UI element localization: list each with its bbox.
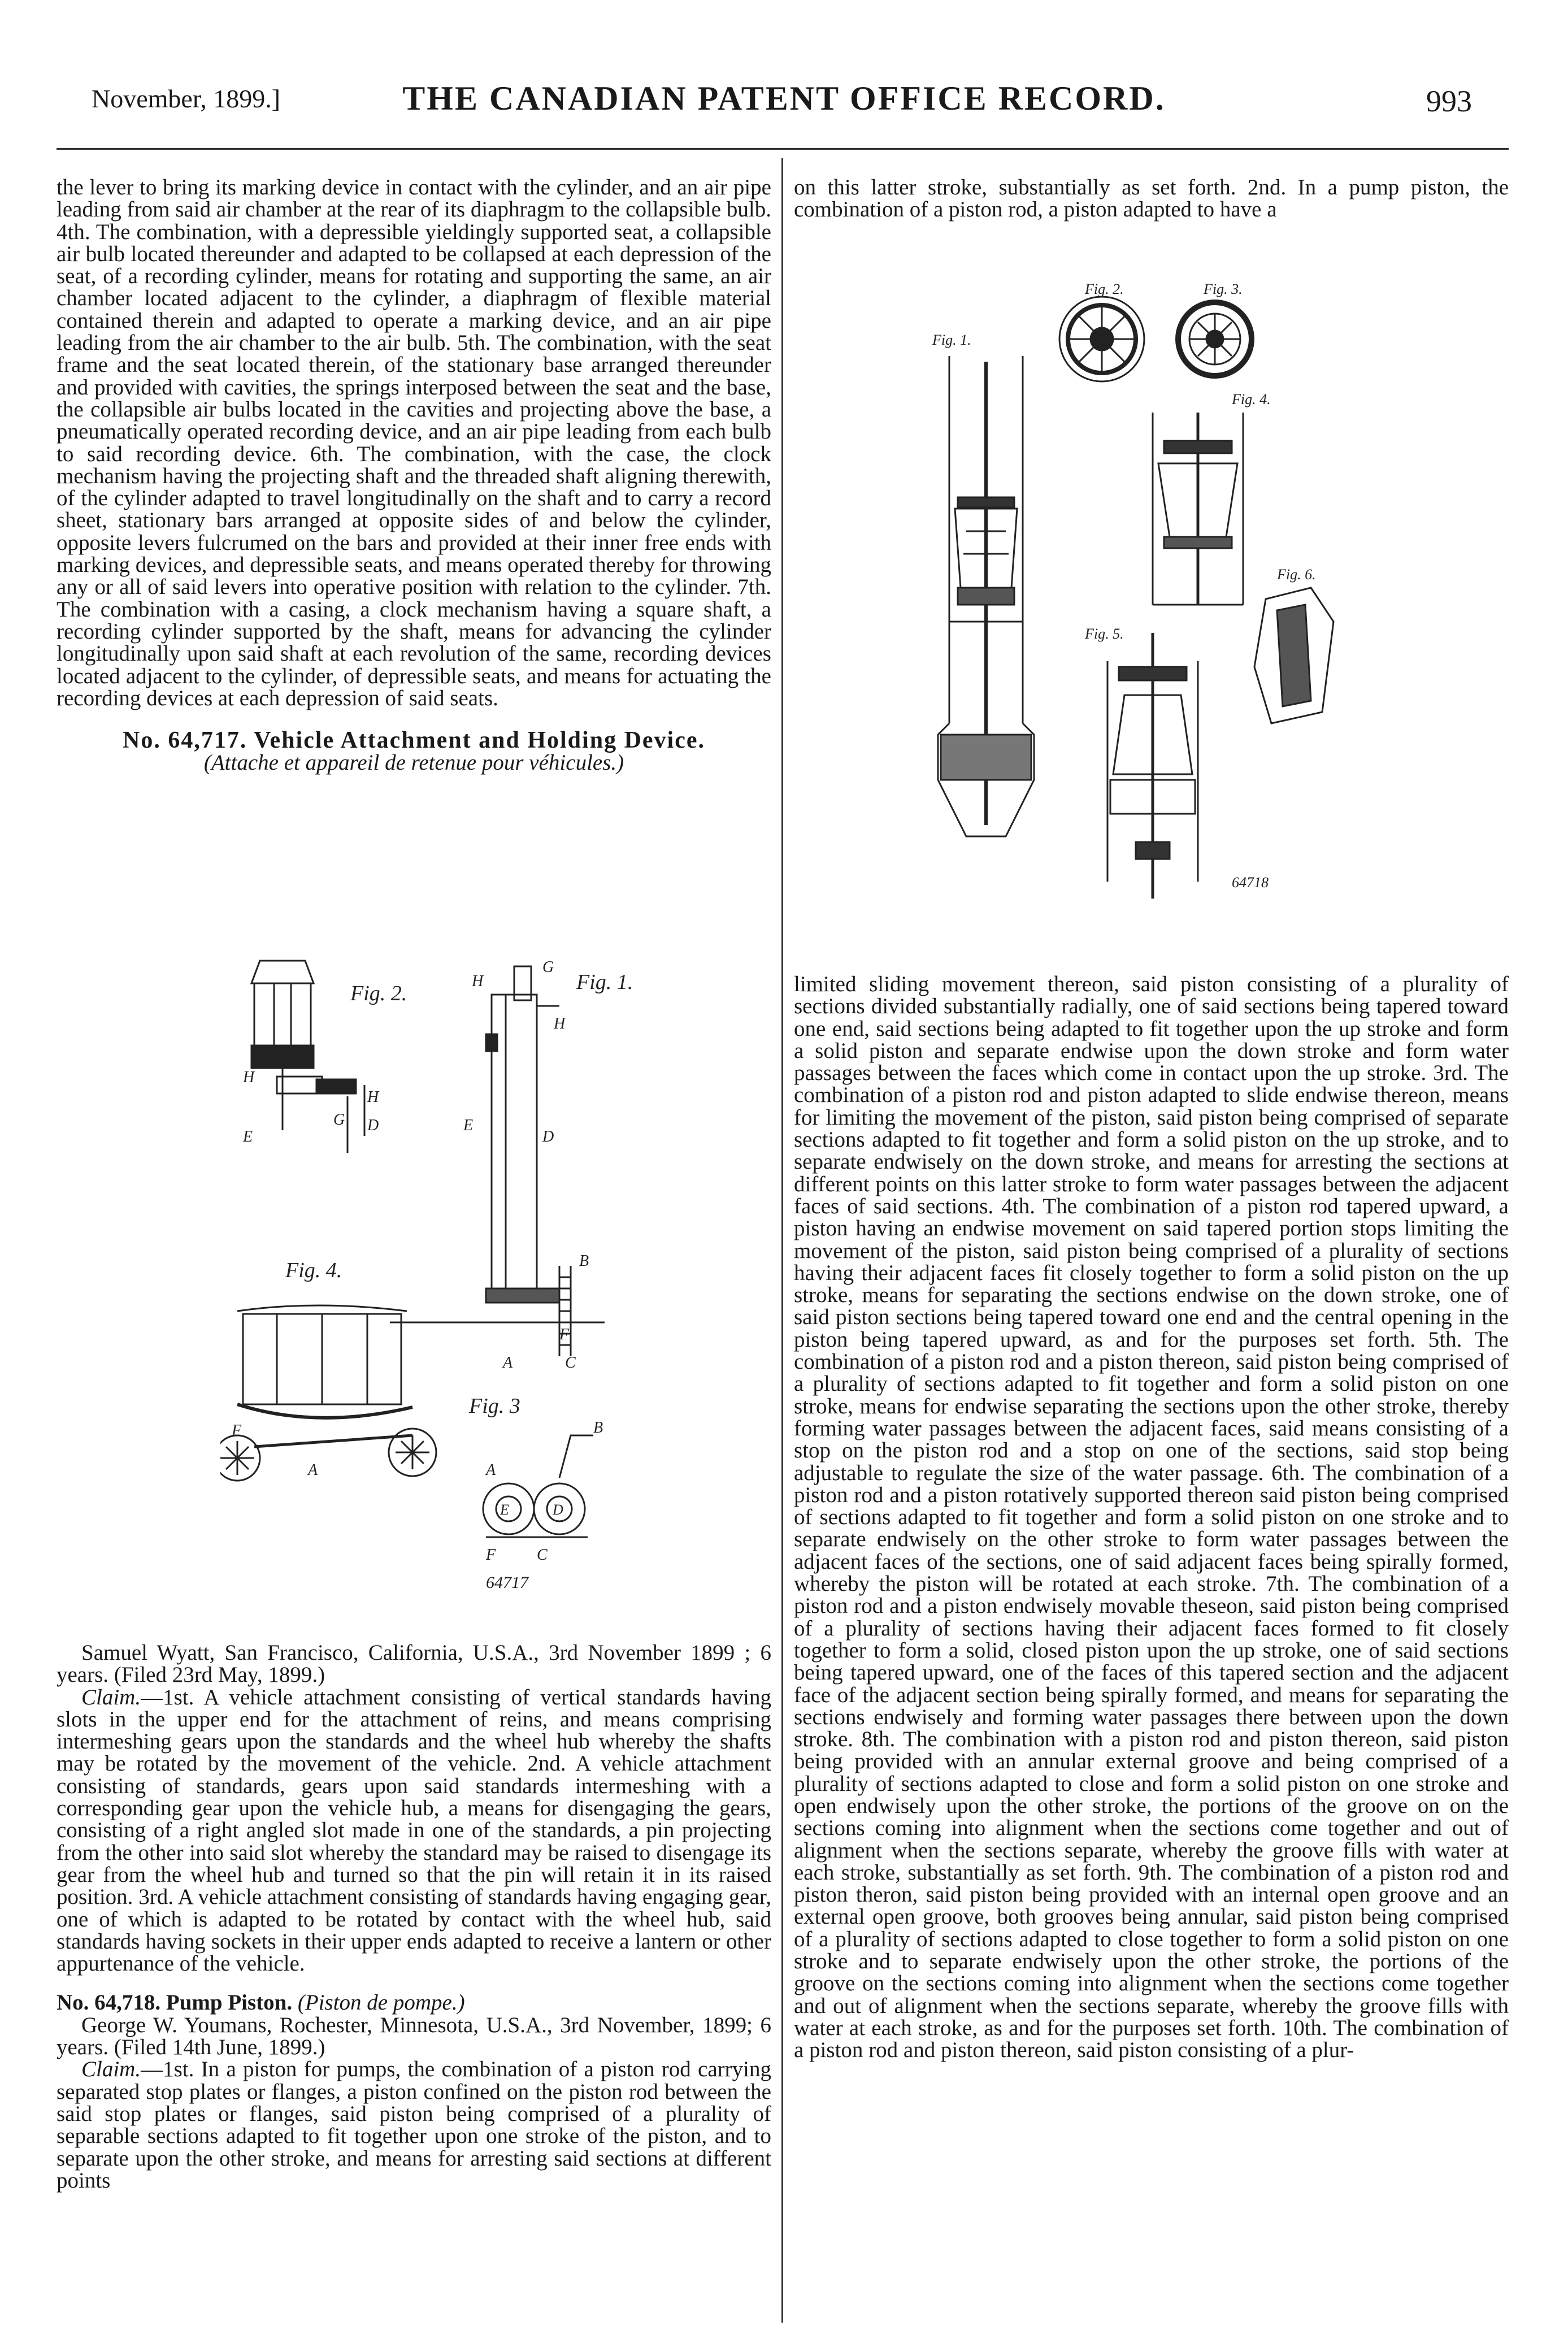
svg-text:H: H [243, 1069, 255, 1086]
patent-64718-heading [57, 1991, 771, 2014]
svg-text:D: D [542, 1128, 554, 1146]
pump-fig-2-label: Fig. 2. [1085, 281, 1124, 297]
svg-text:A: A [486, 1461, 496, 1479]
piston-open-view [1107, 633, 1198, 899]
lantern-drawing [251, 961, 364, 1153]
fig-4-label: Fig. 4. [285, 1259, 342, 1282]
pump-fig-6-label: Fig. 6. [1277, 566, 1316, 583]
patent-64717-claim-label: Claim. [81, 1685, 141, 1709]
svg-text:G: G [333, 1111, 345, 1129]
svg-text:F: F [486, 1546, 496, 1564]
pump-piston-figure [915, 271, 1379, 927]
patent-64718-claims-continued: limited sliding movement thereon, said piston consisting of a plurality of sections divided substantially radially, one of said sections being tapered toward one end, said sections being adapted to fit together upon the up stroke and form a solid piston and separate endwise upon the down stroke and form water passages between the faces which come in contact upon the up stroke. 3rd. The combination of a piston rod and piston adapted to slide endwise thereon, means for limiting the movement of the piston, said piston being comprised of separate sections adapted to fit together and form a solid piston on the up stroke, and to separate endwisely on the down stroke, and means for arresting the sections at different points on this latter stroke to form water passages between the adjacent faces of said sections. 4th. The combination of a piston rod tapered upward, a piston having an endwise movement on said tapered portion stops limiting the movement of the piston, said piston being comprised of a plurality of sections having their adjacent faces fit closely together to form a solid piston on the up stroke, means for separating the sections endwise on the down stroke, one of said piston sections being tapered toward one end and the central opening in the piston being tapered upward, as and for the purposes set forth. 5th. The combination of a piston rod and a piston thereon, said piston being comprised of a plurality of sections adapted to fit together and form a solid piston on one stroke, means for endwise separating the sections upon the other stroke, thereby forming water passages between the adjacent faces, said means consisting of a stop on the piston rod and a stop on one of the sections, said stop being adjustable to regulate the size of the water passage. 6th. The combination of a piston rod and a piston rotatively supported thereon said piston being comprised of sections adapted to fit together and form a solid piston on one stroke and to separate endwisely on the other stroke to form water passages between the adjacent faces of the sections, one of said adjacent faces being spirally formed, whereby the piston will be rotated at each stroke. 7th. The combination of a piston rod and a piston endwisely movable theseon, said piston being comprised of a plurality of sections having their adjacent faces formed to fit closely together to form a solid, closed piston upon the up stroke, one of said sections being tapered upward, one of the faces of this tapered section and the adjacent face of the adjacent section being spirally formed, and means for separating the sections endwisely and forming water passages there between upon the down stroke. 8th. The combination with a piston rod and piston thereon, said piston being provided with an annular external groove and being comprised of a plurality of sections adapted to close and form a solid piston on one stroke and open endwisely upon the other stroke, the portions of the groove on on the sections coming into alignment when the sections come together and out of alignment when the sections separate, whereby the groove fills with water at each stroke, substantially as set forth. 9th. The combination of a piston rod and piston theron, said piston being provided with an internal open groove and an external open groove, both grooves being annular, said piston being comprised of a plurality of sections adapted to close together to form a solid piston on one stroke and to separate endwisely upon the other stroke, the portions of the groove on the sections coming into alignment when the sections come together and out of alignment when the sections separate, whereby the groove fills with water at each stroke, as and for the purposes set forth. 10th. The combination of a piston rod and piston thereon, said piston consisting of a plur- [794, 972, 1509, 2063]
right-column-body [794, 973, 1509, 2062]
column-divider [781, 158, 783, 2323]
svg-text:F: F [232, 1422, 242, 1439]
patent-64718-subtitle: (Piston de pompe.) [297, 1990, 465, 2015]
svg-text:F: F [559, 1326, 570, 1343]
patent-64718-claim-label: Claim. [81, 2057, 141, 2082]
pump-cylinder-drawing [938, 356, 1034, 836]
patent-64718-inventor: George W. Youmans, Rochester, Minnesota, U.S.A., 3rd November, 1899; 6 years. (Filed 14th June, 1899.) [57, 2012, 771, 2060]
gears-drawing [483, 1435, 593, 1537]
patent-64718-claims: —1st. In a piston for pumps, the combination of a piston rod carrying separated stop plates or flanges, a piston confined on the piston rod between the said stop plates or flanges, said piston being comprised of a plurality of separable sections adapted to fit together upon one stroke of the piston, and to separate upon the other stroke, and means for arresting said sections at different points [57, 2057, 771, 2193]
pump-fig-4-label: Fig. 4. [1232, 391, 1271, 407]
patent-64717-title: No. 64,717. Vehicle Attachment and Holding Device. [123, 727, 705, 754]
figure-number-64718: 64718 [1232, 874, 1269, 891]
piston-section-view [1153, 413, 1243, 605]
svg-text:H: H [554, 1015, 566, 1032]
patent-64717-claims: —1st. A vehicle attachment consisting of vertical standards having slots in the upper end for the attachment of reins, and means comprising intermeshing gears upon the standards and the wheel hub whereby the shafts may be rotated by the movement of the vehicle. 2nd. A vehicle attachment consisting of standards, gears upon said standards intermeshing with a corresponding gear upon the vehicle hub, a means for disengaging the gears, consisting of a right angled slot made in one of the standards, a pin projecting from the other into said slot whereby the standard may be raised to disengage its gear from the wheel hub and turned so that the pin will retain it in its raised position. 3rd. A vehicle attachment consisting of standards having engaging gear, one of which is adapted to be rotated by contact with the wheel hub, said standards having sockets in their upper ends adapted to receive a lantern or other appurtenance of the vehicle. [57, 1685, 771, 1976]
svg-text:G: G [542, 958, 554, 976]
right-column-top [794, 176, 1509, 221]
svg-text:A: A [503, 1354, 513, 1372]
page-title: THE CANADIAN PATENT OFFICE RECORD. [402, 80, 1166, 117]
patent-64717-subtitle: (Attache et appareil de retenue pour véhicules.) [203, 750, 624, 775]
vehicle-drawing [220, 1305, 436, 1481]
svg-text:A: A [308, 1461, 318, 1479]
svg-text:B: B [579, 1252, 589, 1270]
pump-fig-3-label: Fig. 3. [1204, 281, 1243, 297]
piston-bottom-view [1178, 302, 1252, 376]
right-top-text: on this latter stroke, substantially as set forth. 2nd. In a pump piston, the combination of a piston rod, a piston adapted to have a [794, 175, 1509, 222]
header-date: November, 1899.] [92, 84, 281, 113]
svg-text:C: C [565, 1354, 576, 1372]
svg-text:E: E [463, 1117, 474, 1134]
fig-3-label: Fig. 3 [469, 1394, 520, 1418]
svg-text:H: H [472, 973, 484, 990]
left-column-lower [57, 1642, 771, 2192]
vehicle-attachment-figure [220, 949, 639, 1594]
fig-1-label: Fig. 1. [576, 970, 633, 994]
svg-text:B: B [593, 1419, 603, 1437]
header-rule [57, 148, 1509, 150]
patent-64717-inventor: Samuel Wyatt, San Francisco, California, U.S.A., 3rd November 1899 ; 6 years. (Filed 23rd May, 1899.) [57, 1641, 771, 1687]
page-number: 993 [1426, 84, 1472, 118]
svg-text:E: E [243, 1128, 253, 1146]
piston-top-view [1059, 297, 1144, 381]
pump-fig-1-label: Fig. 1. [932, 332, 971, 348]
svg-text:E: E [500, 1502, 509, 1518]
standard-drawing [390, 966, 605, 1356]
svg-text:D: D [553, 1502, 563, 1518]
pump-fig-5-label: Fig. 5. [1085, 626, 1124, 642]
fig-2-label: Fig. 2. [350, 982, 407, 1005]
svg-text:D: D [367, 1117, 379, 1134]
svg-text:H: H [367, 1088, 379, 1106]
continued-claims-text: the lever to bring its marking device in contact with the cylinder, and an air pipe leading from said air chamber at the rear of its diaphragm to the collapsible bulb. 4th. The combination, with a depressible yieldingly supported seat, a collapsible air bulb located thereunder and adapted to be collapsed at each depression of the seat, of a recording cylinder, means for rotating and supporting the same, an air chamber located adjacent to the cylinder, a diaphragm of flexible material contained therein and adapted to operate a marking device, and an air pipe leading from the air chamber to the air bulb. 5th. The combination, with the seat frame and the seat located therein, of the stationary base arranged thereunder and provided with cavities, the springs interposed between the seat and the base, the collapsible air bulbs located in the cavities and projecting above the base, a pneumatically operated recording device, and an air pipe leading from each bulb to said recording device. 6th. The combination, with the case, the clock mechanism having the projecting shaft and the threaded shaft aligning therewith, of the cylinder adapted to travel longitudinally on the shaft and to carry a record sheet, stationary bars arranged at opposite sides of and below the cylinder, opposite levers fulcrumed on the bars and provided at their inner free ends with marking devices, and depressible seats, and means operated thereby for throwing any or all of said levers into operative position with relation to the cylinder. 7th. The combination with a casing, a clock mechanism having a square shaft, a recording cylinder supported by the shaft, means for advancing the cylinder longitudinally upon said shaft at each revolution of the same, recording devices located adjacent to the cylinder, of depressible seats, and means for actuating the recording devices at each depression of said seats. [57, 175, 771, 710]
svg-text:C: C [537, 1546, 548, 1564]
figure-number-64717: 64717 [486, 1573, 528, 1592]
patent-64718-title: No. 64,718. Pump Piston. [57, 1990, 293, 2015]
left-column [57, 176, 771, 774]
piston-section-piece [1254, 588, 1334, 723]
